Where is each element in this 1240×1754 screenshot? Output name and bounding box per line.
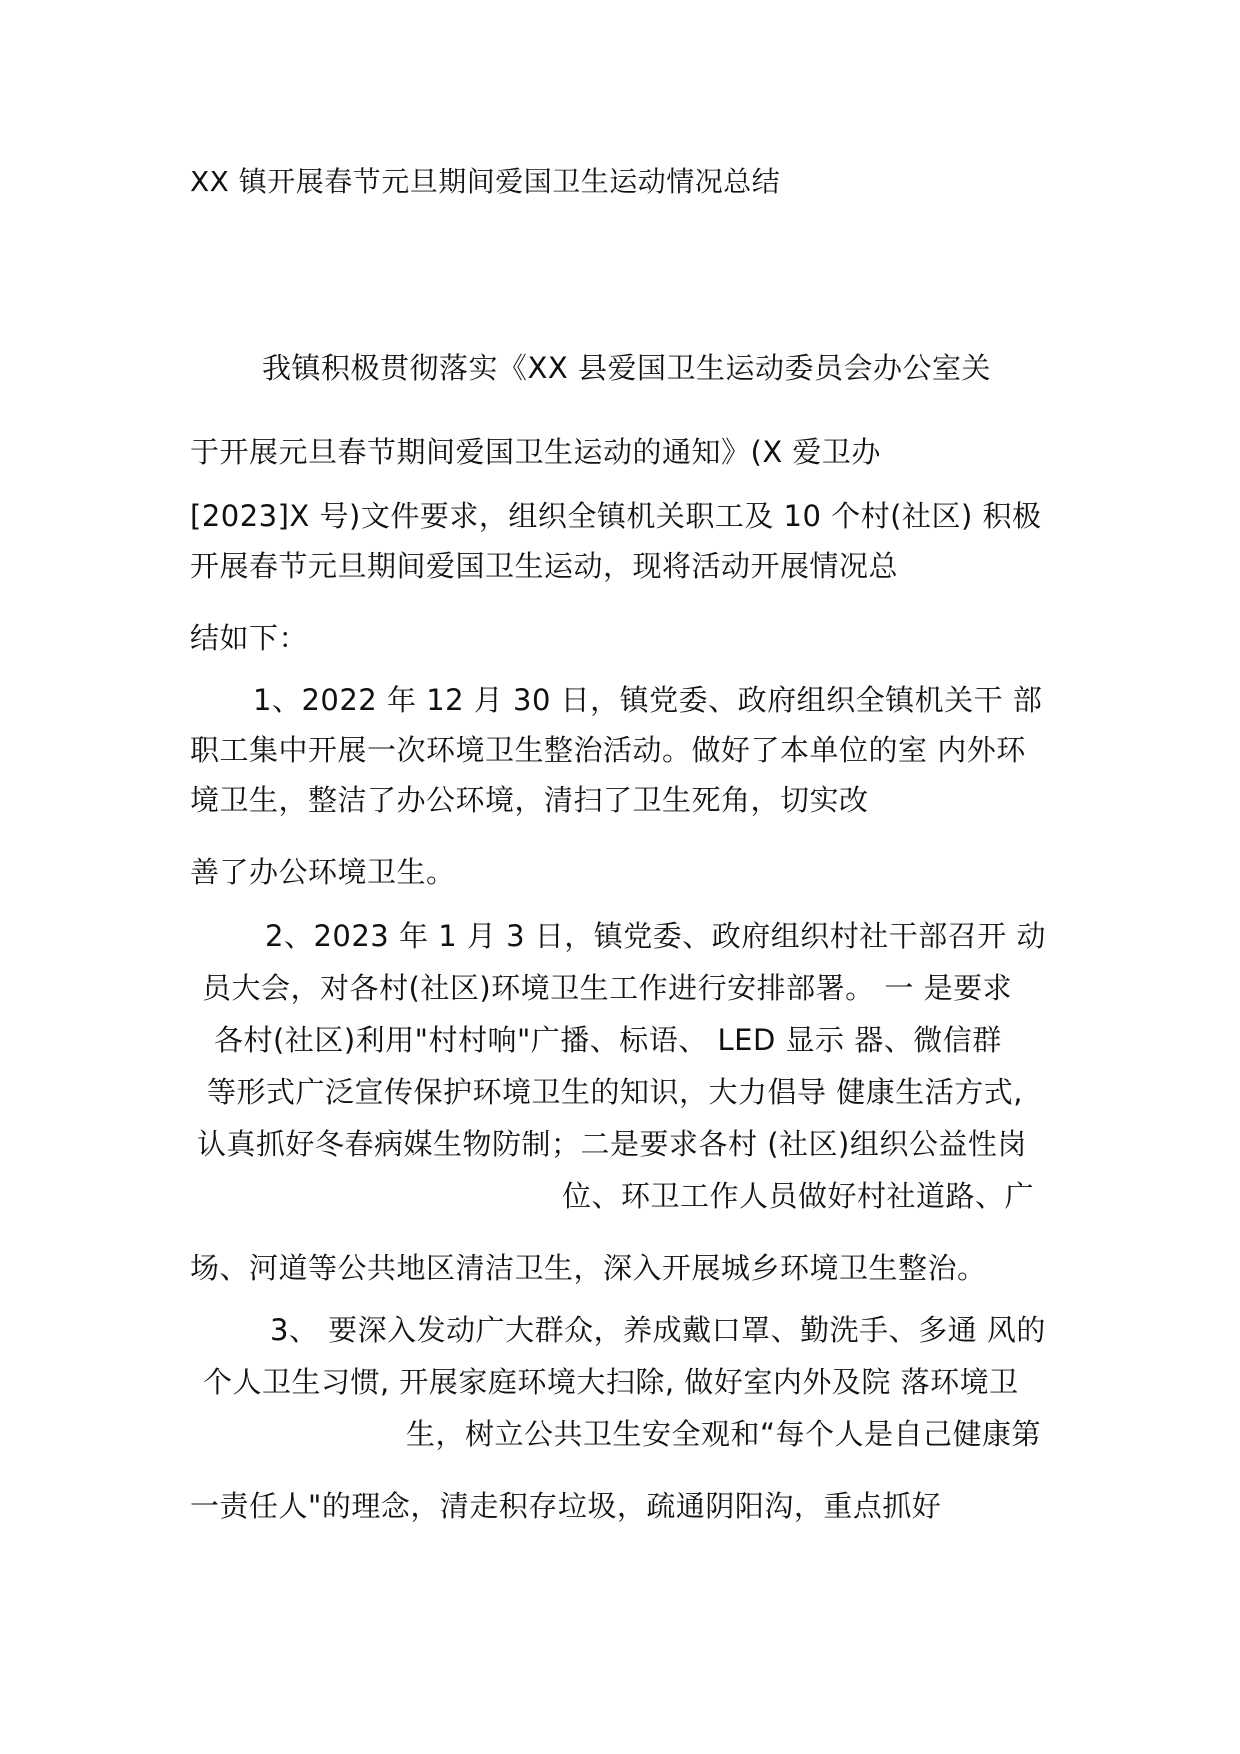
text-line: 位、环卫工作人员做好村社道路、广 — [562, 1179, 1035, 1213]
text-line: 各村(社区)利用"村村响"广播、标语、 LED 显示 器、微信群 — [214, 1023, 1002, 1057]
document-title: XX 镇开展春节元旦期间爱国卫生运动情况总结 — [190, 165, 781, 198]
text-line: 2、2023 年 1 月 3 日，镇党委、政府组织村社干部召开 动 — [265, 919, 1046, 953]
text-line: 善了办公环境卫生。 — [190, 855, 456, 889]
text-line: 员大会，对各村(社区)环境卫生工作进行安排部署。 一 是要求 — [202, 971, 1013, 1005]
text-line: 认真抓好冬春病媒生物防制；二是要求各村 (社区)组织公益性岗 — [197, 1127, 1027, 1161]
text-line: 生，树立公共卫生安全观和“每个人是自己健康第 — [406, 1417, 1042, 1451]
text-line: 3、 要深入发动广大群众，养成戴口罩、勤洗手、多通 风的 — [270, 1313, 1046, 1347]
text-line: 结如下： — [190, 621, 309, 655]
text-line: [2023]X 号)文件要求，组织全镇机关职工及 10 个村(社区) 积极 — [190, 499, 1042, 533]
text-line: 一责任人"的理念，清走积存垃圾，疏通阴阳沟，重点抓好 — [190, 1489, 942, 1523]
text-line: 境卫生，整洁了办公环境，清扫了卫生死角，切实改 — [190, 783, 869, 817]
text-line: 场、河道等公共地区清洁卫生，深入开展城乡环境卫生整治。 — [190, 1251, 987, 1285]
text-line: 于开展元旦春节期间爱国卫生运动的通知》(X 爱卫办 — [190, 435, 881, 469]
text-line: 等形式广泛宣传保护环境卫生的知识，大力倡导 健康生活方式, — [207, 1075, 1023, 1109]
text-line: 职工集中开展一次环境卫生整治活动。做好了本单位的室 内外环 — [190, 733, 1026, 767]
text-line: 开展春节元旦期间爱国卫生运动，现将活动开展情况总 — [190, 549, 899, 583]
text-line: 个人卫生习惯, 开展家庭环境大扫除, 做好室内外及院 落环境卫 — [203, 1365, 1019, 1399]
text-line: 1、2022 年 12 月 30 日，镇党委、政府组织全镇机关干 部 — [253, 683, 1043, 717]
text-line: 我镇积极贯彻落实《XX 县爱国卫生运动委员会办公室关 — [262, 351, 991, 385]
